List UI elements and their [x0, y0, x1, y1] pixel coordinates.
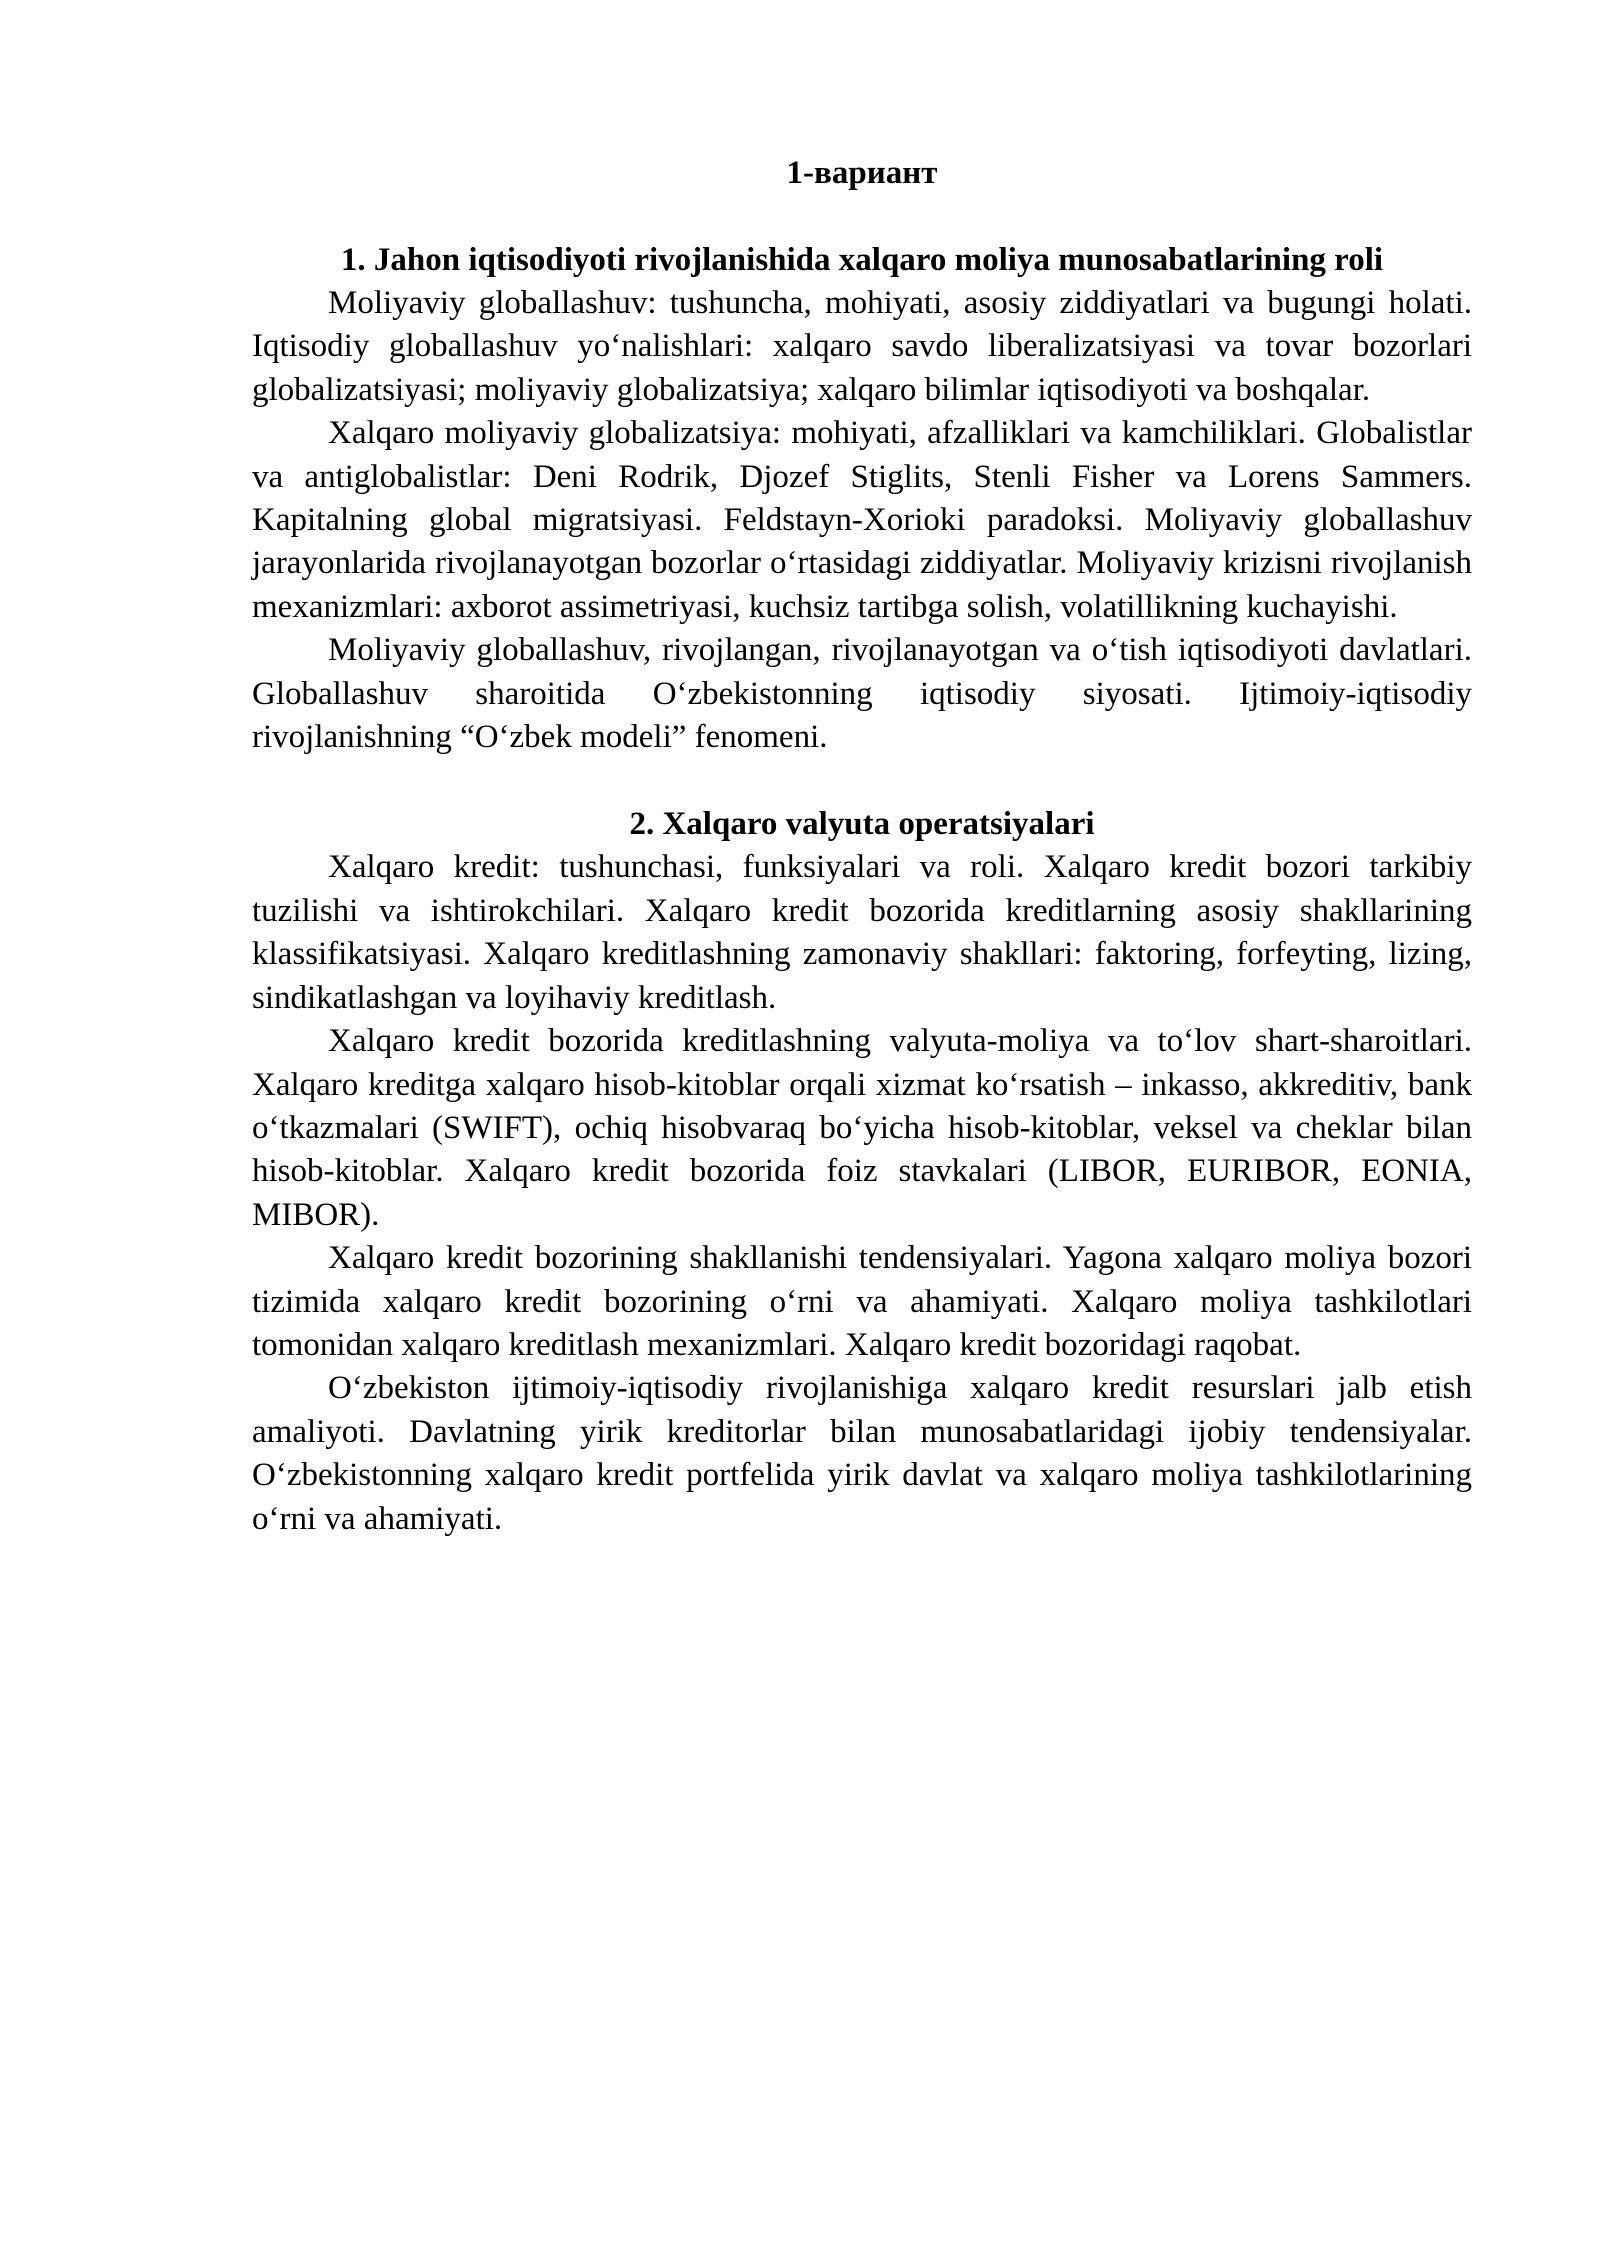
paragraph: Moliyaviy globallashuv: tushuncha, mohiyati, asosiy ziddiyatlari va bugungi holati. Iqtisodiy globallashuv yo‘nalishlari: xalqaro savdo liberalizatsiyasi va tovar bozorlari globalizatsiyasi; moliyaviy globalizatsiya; xalqaro bilimlar iqtisodiyoti va boshqalar.: [252, 285, 1472, 408]
paragraph: O‘zbekiston ijtimoiy-iqtisodiy rivojlanishiga xalqaro kredit resurslari jalb etish amaliyoti. Davlatning yirik kreditorlar bilan munosabatlaridagi ijobiy tendensiyalar. O‘zbekistonning xalqaro kredit portfelida yirik davlat va xalqaro moliya tashkilotlarining o‘rni va ahamiyati.: [252, 1370, 1472, 1537]
paragraph: Xalqaro kredit: tushunchasi, funksiyalari va roli. Xalqaro kredit bozori tarkibiy tuzilishi va ishtirokchilari. Xalqaro kredit bozorida kreditlarning asosiy shakllarining klassifikatsiyasi. Xalqaro kreditlashning zamonaviy shakllari: faktoring, forfeyting, lizing, sindikatlashgan va loyihaviy kreditlash.: [252, 849, 1472, 1016]
section-heading: 1. Jahon iqtisodiyoti rivojlanishida xalqaro moliya munosabatlarining roli: [340, 242, 1384, 278]
paragraph: Xalqaro moliyaviy globalizatsiya: mohiyati, afzalliklari va kamchiliklari. Globalistlar va antiglobalistlar: Deni Rodrik, Djozef Stiglits, Stenli Fisher va Lorens Sammers. Kapitalning global migratsiyasi. Feldstayn-Xorioki paradoksi. Moliyaviy globallashuv jarayonlarida rivojlanayotgan bozorlar o‘rtasidagi ziddiyatlar. Moliyaviy krizisni rivojlanish mexanizmlari: axborot assimetriyasi, kuchsiz tartibga solish, volatillikning kuchayishi.: [252, 415, 1472, 625]
document-body: [252, 152, 1472, 1541]
section-2: [252, 803, 1472, 1541]
section-1: [252, 239, 1472, 759]
paragraph: Xalqaro kredit bozorida kreditlashning valyuta-moliya va to‘lov shart-sharoitlari. Xalqaro kreditga xalqaro hisob-kitoblar orqali xizmat ko‘rsatish – inkasso, akkreditiv, bank o‘tkazmalari (SWIFT), ochiq hisobvaraq bo‘yicha hisob-kitoblar, veksel va cheklar bilan hisob-kitoblar. Xalqaro kredit bozorida foiz stavkalari (LIBOR, EURIBOR, EONIA, MIBOR).: [252, 1023, 1472, 1233]
variant-title: 1-вариант: [786, 155, 938, 191]
paragraph: Xalqaro kredit bozorining shakllanishi tendensiyalari. Yagona xalqaro moliya bozori tizimida xalqaro kredit bozorining o‘rni va ahamiyati. Xalqaro moliya tashkilotlari tomonidan xalqaro kreditlash mexanizmlari. Xalqaro kredit bozoridagi raqobat.: [252, 1240, 1472, 1363]
paragraph: Moliyaviy globallashuv, rivojlangan, rivojlanayotgan va o‘tish iqtisodiyoti davlatlari. Globallashuv sharoitida O‘zbekistonning iqtisodiy siyosati. Ijtimoiy-iqtisodiy rivojlanishning “O‘zbek modeli” fenomeni.: [252, 632, 1472, 756]
section-heading: 2. Xalqaro valyuta operatsiyalari: [629, 806, 1095, 843]
